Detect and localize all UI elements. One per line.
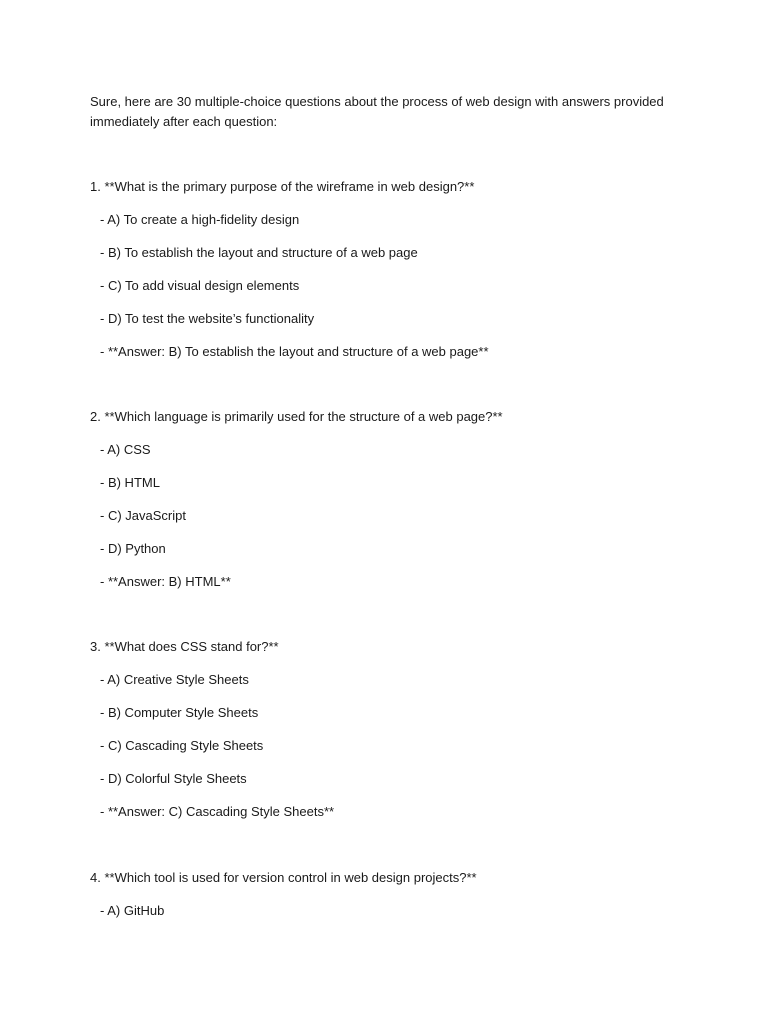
question-2: 2. **Which language is primarily used for the structure of a web page?** <box>90 409 503 424</box>
question-4-option-a: - A) GitHub <box>100 903 165 918</box>
question-2-option-b: - B) HTML <box>100 475 160 490</box>
question-1-option-d: - D) To test the website’s functionality <box>100 311 315 326</box>
question-2-option-c: - C) JavaScript <box>100 508 186 523</box>
question-3-option-d: - D) Colorful Style Sheets <box>100 771 247 786</box>
question-1-option-a: - A) To create a high-fidelity design <box>100 212 300 227</box>
question-4: 4. **Which tool is used for version control in web design projects?** <box>90 870 477 885</box>
question-2-option-d: - D) Python <box>100 541 166 556</box>
question-1: 1. **What is the primary purpose of the wireframe in web design?** <box>90 179 475 194</box>
question-3-option-a: - A) Creative Style Sheets <box>100 672 249 687</box>
question-2-answer: - **Answer: B) HTML** <box>100 574 231 589</box>
question-3-option-b: - B) Computer Style Sheets <box>100 705 259 720</box>
question-3-option-c: - C) Cascading Style Sheets <box>100 738 264 753</box>
question-3-answer: - **Answer: C) Cascading Style Sheets** <box>100 804 335 819</box>
question-2-option-a: - A) CSS <box>100 442 151 457</box>
question-1-option-b: - B) To establish the layout and structure of a web page <box>100 245 418 260</box>
question-3: 3. **What does CSS stand for?** <box>90 639 279 654</box>
intro-paragraph: Sure, here are 30 multiple-choice questions about the process of web design with answers provided immediately after each question: <box>90 94 664 129</box>
question-1-option-c: - C) To add visual design elements <box>100 278 300 293</box>
question-1-answer: - **Answer: B) To establish the layout and structure of a web page** <box>100 344 489 359</box>
